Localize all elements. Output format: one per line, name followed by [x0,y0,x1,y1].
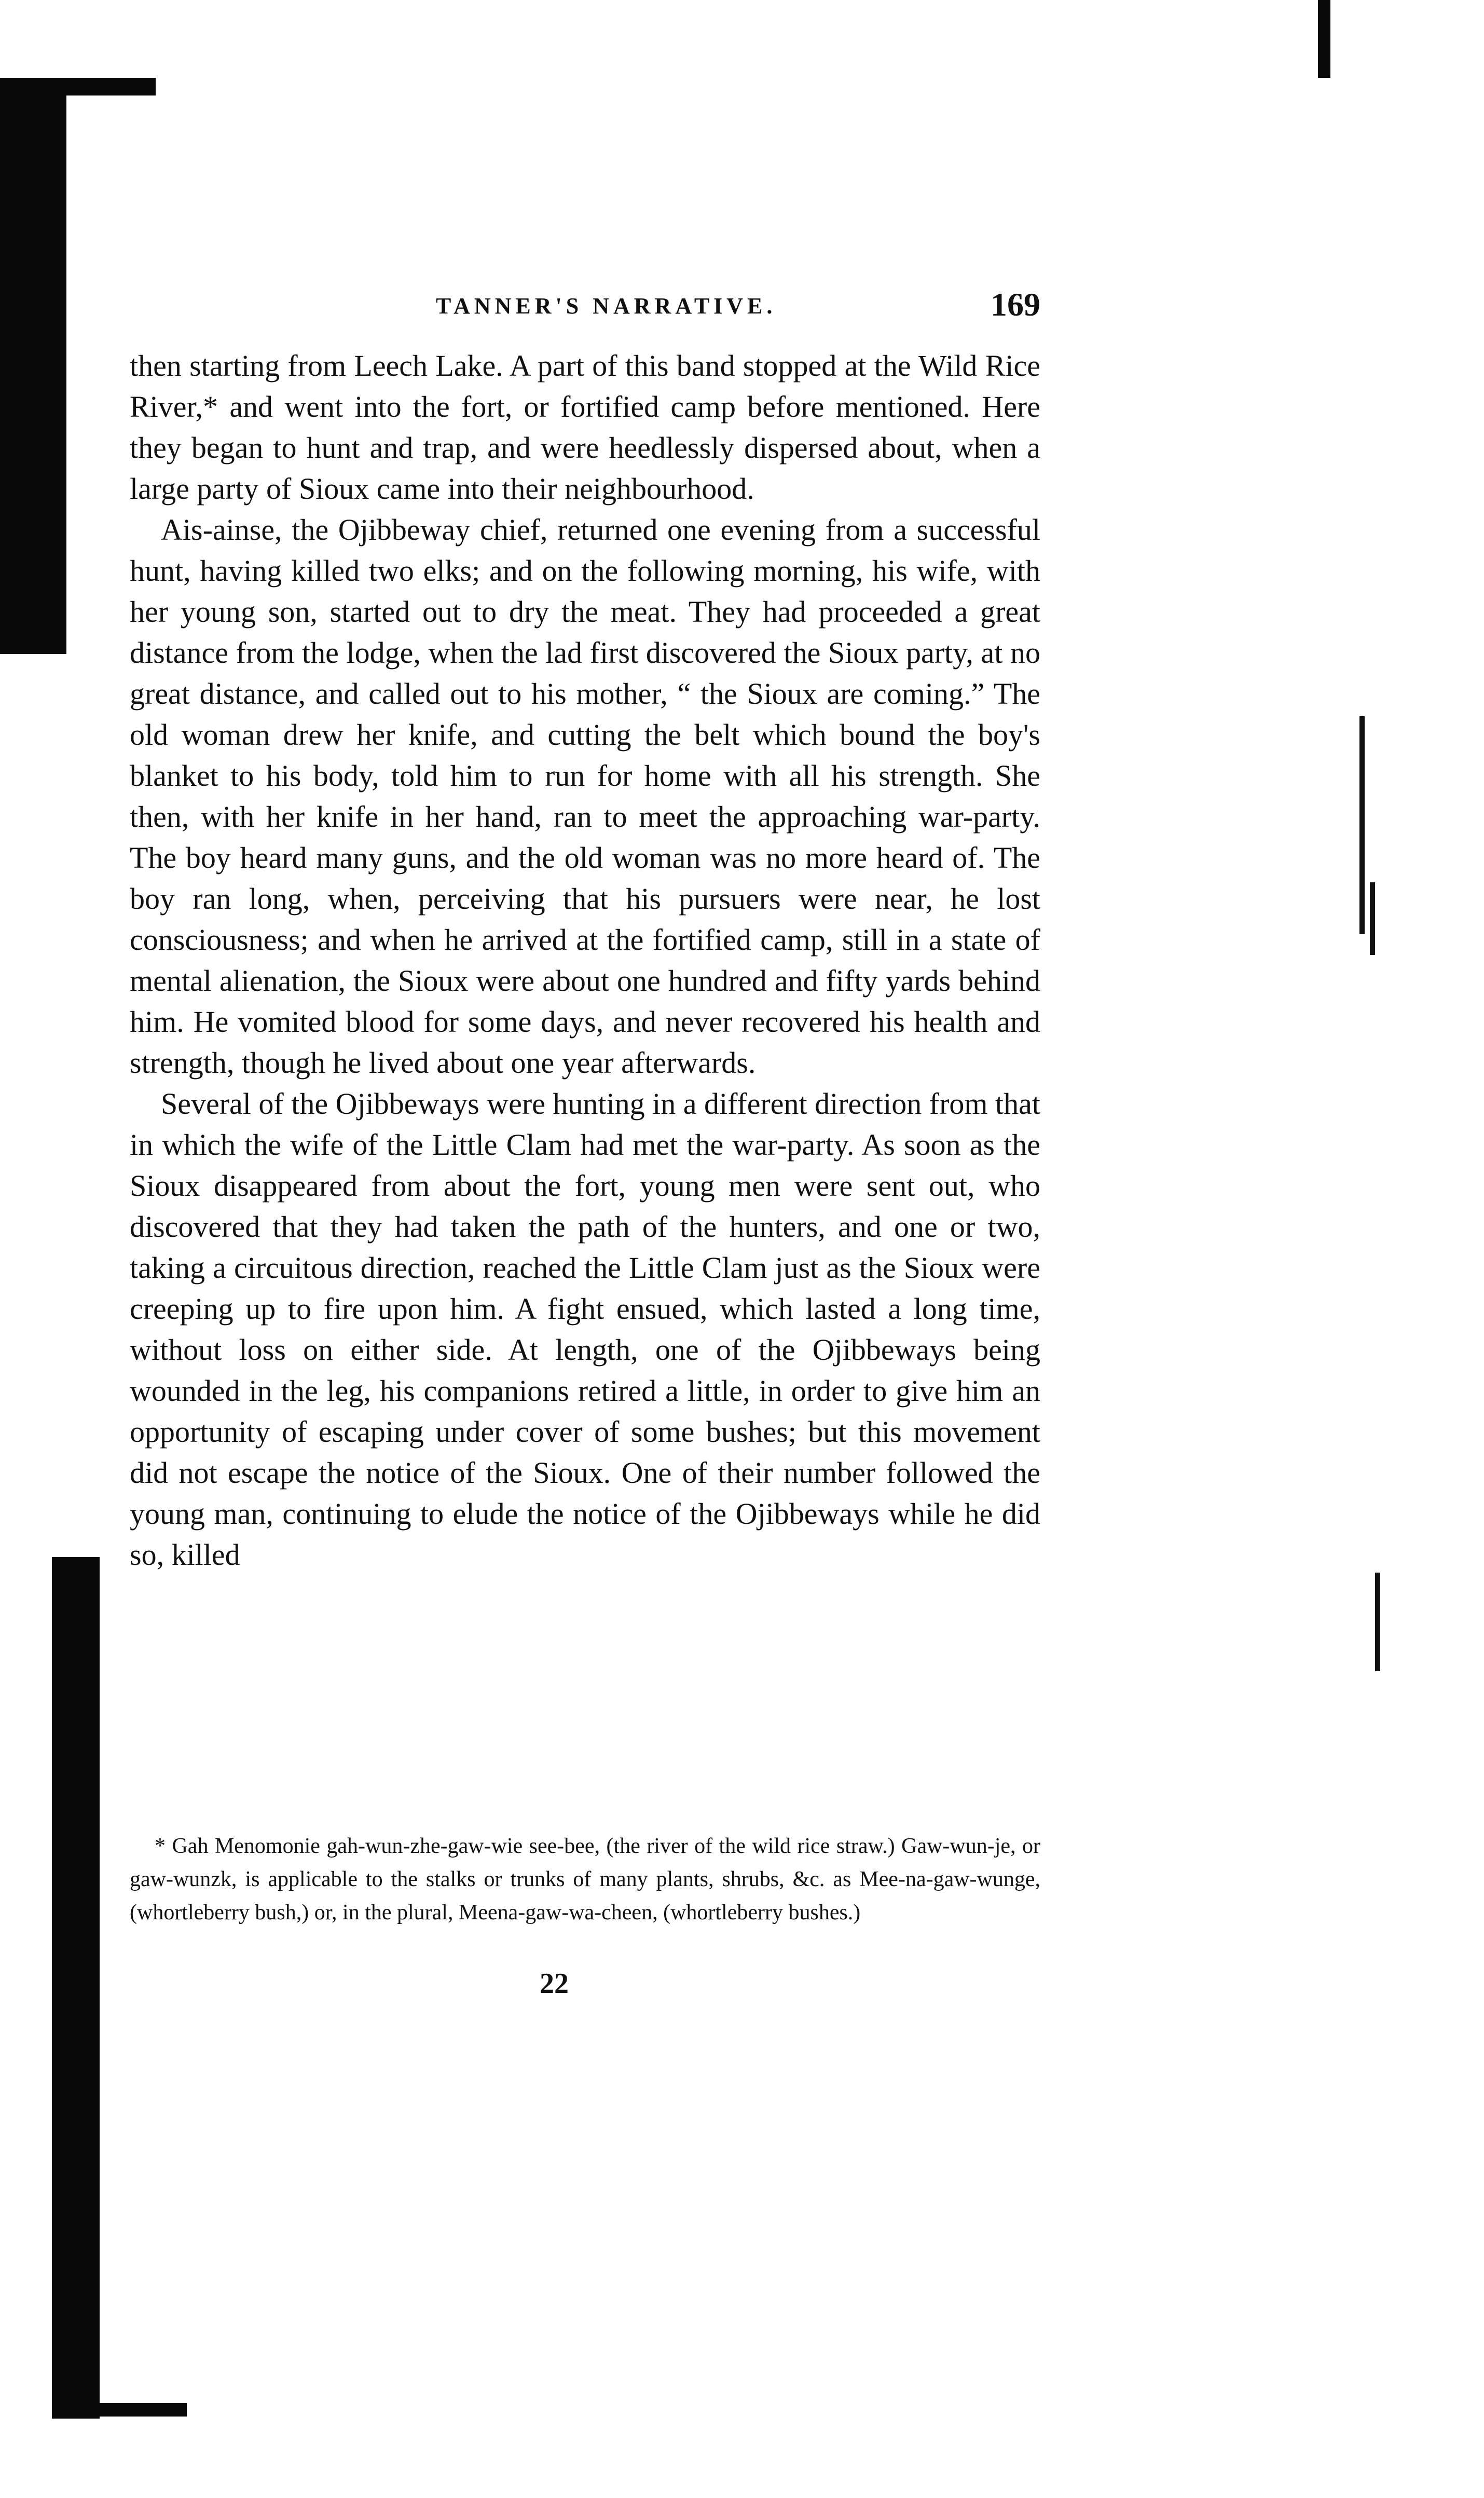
paragraph: then starting from Leech Lake. A part of this band stopped at the Wild Rice River,* and went into the fort, or fortified camp before mentioned. Here they began to hunt and trap, and were heedlessly dispersed about, when a large party of Sioux came into their neighbourhood. [130,349,1040,506]
scan-shadow-bottom-left [52,1557,100,2419]
scan-shadow-top-left [0,78,66,654]
footnote: * Gah Menomonie gah-wun-zhe-gaw-wie see-bee, (the river of the wild rice straw.) Gaw-wun-je, or gaw-wunzk, is applicable to the stalks or trunks of many plants, shrubs, &c. as Mee-na-gaw-wunge, (whortleberry bush,) or, in the plural, Meena-gaw-wa-cheen, (whortleberry bushes.) [130,1834,1040,1924]
paragraph: Ais-ainse, the Ojibbeway chief, returned one evening from a successful hunt, having killed two elks; and on the following morning, his wife, with her young son, started out to dry the meat. They had proceeded a great distance from the lodge, when the lad first discovered the Sioux party, at no great distance, and called out to his mother, “ the Sioux are coming.” The old woman drew her knife, and cutting the belt which bound the boy's blanket to his body, told him to run for home with all his strength. She then, with her knife in her hand, ran to meet the approaching war-party. The boy heard many guns, and the old woman was no more heard of. The boy ran long, when, perceiving that his pursuers were near, he lost consciousness; and when he arrived at the fortified camp, still in a state of mental alienation, the Sioux were about one hundred and fifty yards behind him. He vomited blood for some days, and never recovered his health and strength, though he lived about one year afterwards. [130,513,1040,1080]
scan-shadow-top-right [1318,0,1330,78]
scan-shadow-top-left-cap [0,78,156,95]
page-number: 169 [991,286,1040,323]
scan-shadow-bottom-left-foot [52,2403,187,2417]
body-text [130,345,1040,1575]
running-title: TANNER'S NARRATIVE. [436,293,777,319]
margin-mark [1375,1573,1380,1671]
margin-mark [1359,716,1365,934]
paragraph: Several of the Ojibbeways were hunting in a different direction from that in which the wife of the Little Clam had met the war-party. As soon as the Sioux disappeared from about the fort, young men were sent out, who discovered that they had taken the path of the hunters, and one or two, taking a circuitous direction, reached the Little Clam just as the Sioux were creeping up to fire upon him. A fight ensued, which lasted a long time, without loss on either side. At length, one of the Ojibbeways being wounded in the leg, his companions retired a little, in order to give him an opportunity of escaping under cover of some bushes; but this movement did not escape the notice of the Sioux. One of their number followed the young man, continuing to elude the notice of the Ojibbeways while he did so, killed [130,1087,1040,1572]
margin-mark [1370,882,1375,955]
page-header [130,280,1040,332]
signature-mark: 22 [540,1968,569,2000]
